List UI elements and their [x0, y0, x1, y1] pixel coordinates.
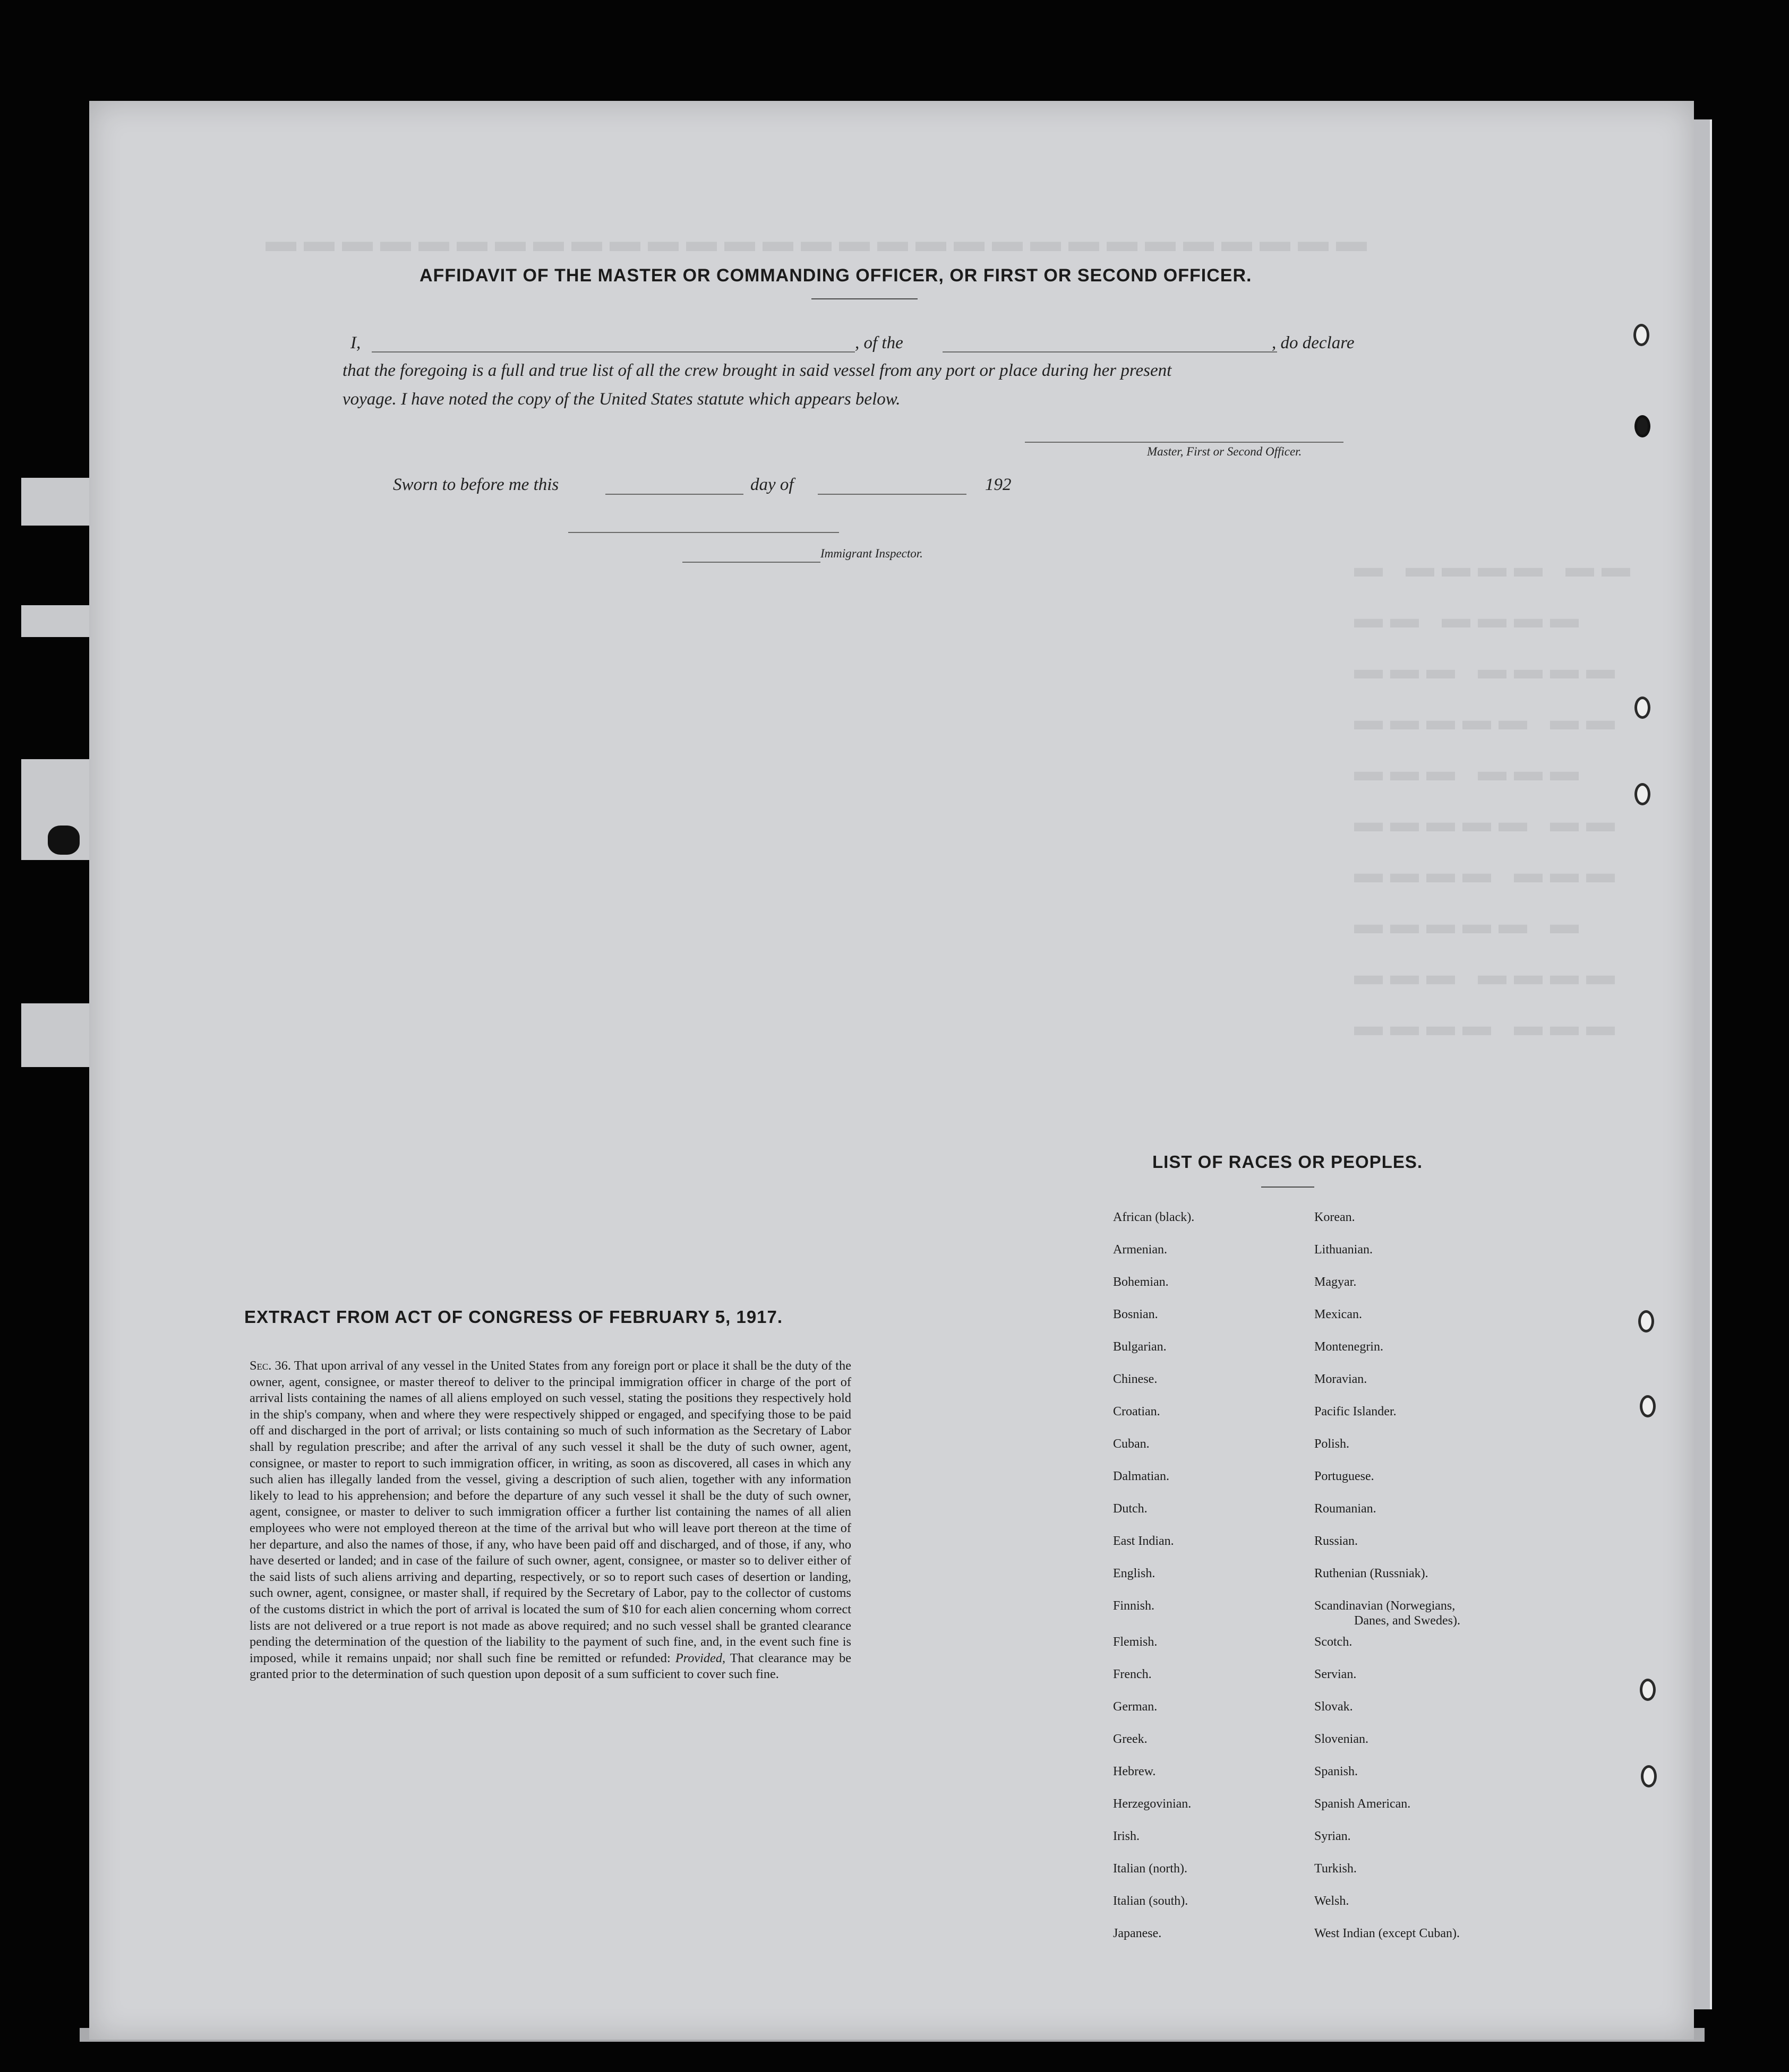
proviso-word: Provided, [675, 1650, 726, 1665]
affidavit-do-declare: , do declare [1272, 333, 1355, 353]
binder-hole [1634, 783, 1650, 805]
race-item: Syrian. [1314, 1829, 1351, 1843]
race-item: Bohemian. [1113, 1275, 1169, 1289]
race-item: Irish. [1113, 1829, 1140, 1843]
sworn-month-field[interactable] [818, 494, 966, 495]
bleed-through-handwriting: ▬ ▬▬▬▬ ▬▬ ▬▬ ▬▬▬▬ ▬▬▬ ▬▬▬▬ ▬▬▬▬▬ ▬▬ ▬▬▬ ▬▬▬ ▬▬▬▬▬ ▬▬ ▬▬▬▬ ▬▬▬ ▬▬▬▬▬ ▬ ▬▬▬ ▬▬▬▬ ▬▬▬▬ ▬▬▬ [1354, 551, 1638, 1042]
binder-hole [1638, 1310, 1654, 1332]
race-item: West Indian (except Cuban). [1314, 1927, 1460, 1940]
race-item: Ruthenian (Russniak). [1314, 1567, 1428, 1580]
affidavit-line-3: voyage. I have noted the copy of the United States statute which appears below. [343, 390, 901, 409]
statute-title: EXTRACT FROM ACT OF CONGRESS OF FEBRUARY 5, 1917. [244, 1307, 783, 1327]
races-title: LIST OF RACES OR PEOPLES. [1152, 1152, 1423, 1172]
inspector-signature-line [682, 562, 820, 563]
race-item: Italian (south). [1113, 1894, 1188, 1908]
race-item: Croatian. [1113, 1405, 1160, 1418]
race-item: Hebrew. [1113, 1765, 1156, 1778]
bleed-through-heading: ▬▬▬▬▬▬▬▬▬▬▬▬▬▬▬▬▬▬▬▬▬▬▬▬▬▬▬▬▬ [266, 223, 1374, 258]
race-item: Magyar. [1314, 1275, 1357, 1289]
race-item: Flemish. [1113, 1635, 1158, 1649]
title-underline [811, 298, 918, 299]
race-item: Servian. [1314, 1667, 1357, 1681]
races-title-underline [1261, 1187, 1314, 1188]
race-item: French. [1113, 1667, 1152, 1681]
race-item: Slovenian. [1314, 1732, 1368, 1746]
binding-tab [21, 478, 90, 526]
binder-hole [1634, 415, 1650, 437]
master-signature-field[interactable] [1025, 442, 1343, 443]
affidavit-i: I, [350, 333, 361, 353]
race-item: English. [1113, 1567, 1155, 1580]
sworn-day-field[interactable] [605, 494, 743, 495]
race-item: Scandinavian (Norwegians, [1314, 1599, 1456, 1613]
name-blank-field[interactable] [372, 351, 855, 353]
sworn-label: Sworn to before me this [393, 475, 559, 494]
race-item: Turkish. [1314, 1862, 1357, 1876]
race-item: Dutch. [1113, 1502, 1148, 1516]
race-item: Roumanian. [1314, 1502, 1376, 1516]
day-of-label: day of [750, 475, 794, 494]
race-item: Armenian. [1113, 1243, 1167, 1257]
race-item: Herzegovinian. [1113, 1797, 1192, 1811]
race-item: Chinese. [1113, 1372, 1158, 1386]
binder-hole [1640, 1395, 1656, 1417]
race-item: Bulgarian. [1113, 1340, 1167, 1354]
race-item-wrap: Danes, and Swedes). [1354, 1614, 1460, 1628]
race-item: Greek. [1113, 1732, 1148, 1746]
binder-hole [1640, 1679, 1656, 1701]
inspector-signature-field[interactable] [568, 532, 839, 533]
race-item: Polish. [1314, 1437, 1350, 1451]
race-item: Korean. [1314, 1210, 1355, 1224]
race-item: Spanish American. [1314, 1797, 1411, 1811]
race-item: Russian. [1314, 1534, 1358, 1548]
binding-tab [21, 605, 90, 637]
binding-smudge [48, 826, 80, 855]
binder-hole [1634, 697, 1650, 719]
affidavit-line-2: that the foregoing is a full and true list of all the crew brought in said vessel from any port or place during her present [343, 361, 1172, 380]
race-item: Spanish. [1314, 1765, 1358, 1778]
inspector-label: Immigrant Inspector. [820, 547, 923, 560]
race-item: African (black). [1113, 1210, 1195, 1224]
race-item: Dalmatian. [1113, 1469, 1169, 1483]
race-item: Lithuanian. [1314, 1243, 1373, 1257]
statute-body: That upon arrival of any vessel in the United States from any foreign port or place it shall be the duty of the owner, agent, consignee, or master thereof to deliver to the principal immigration officer in charge of the port of arrival lists containing the names of all aliens employed on such vessel, stating the positions they respectively hold in the ship's company, when and where they were respectively shipped or engaged, and specifying those to be paid off and discharged in the port of arrival; or lists containing so much of such information as the Secretary of Labor shall by regulation prescribe; and after the arrival of any such vessel it shall be the duty of such owner, agent, consignee, or master to report to such immigration officer, in writing, as soon as discovered, all cases in which any such alien has illegally landed from the vessel, giving a description of such alien, together with any information likely to lead to his apprehension; and before the departure of any such vessel it shall be the duty of such owner, agent, consignee, or master to deliver to such immigration officer a further list containing the names of all alien employees who were not employed thereon at the time of the arrival but who will leave port thereon at the time of her departure, and also the names of those, if any, who have been paid off and discharged, and of those, if any, who have deserted or landed; and in case of the failure of such owner, agent, consignee, or master so to deliver either of the said lists of such aliens arriving and departing, respectively, or so to report such cases of desertion or landing, such owner, agent, consignee, or master shall, if required by the Secretary of Labor, pay to the collector of customs of the customs district in which the port of arrival is located the sum of $10 for each alien concerning whom correct lists are not delivered or a true report is not made as above required; and no such vessel shall be granted clearance pending the determination of the question of the liability to the payment of such fine, and, in the event such fine is imposed, while it remains unpaid; nor shall such fine be remitted or refunded: [250, 1359, 851, 1665]
affidavit-of-the: , of the [855, 333, 903, 353]
binder-hole [1641, 1765, 1657, 1787]
race-item: Scotch. [1314, 1635, 1353, 1649]
race-item: Montenegrin. [1314, 1340, 1383, 1354]
section-number: Sec. 36. [250, 1359, 291, 1373]
race-item: Pacific Islander. [1314, 1405, 1397, 1418]
race-item: Cuban. [1113, 1437, 1150, 1451]
year-label: 192 [985, 475, 1012, 494]
race-item: Italian (north). [1113, 1862, 1187, 1876]
binder-hole [1633, 324, 1649, 346]
statute-text-block [222, 1358, 851, 1683]
race-item: East Indian. [1113, 1534, 1174, 1548]
affidavit-title: AFFIDAVIT OF THE MASTER OR COMMANDING OFFICER, OR FIRST OR SECOND OFFICER. [420, 265, 1252, 286]
race-item: Japanese. [1113, 1927, 1162, 1940]
race-item: Moravian. [1314, 1372, 1367, 1386]
race-item: German. [1113, 1700, 1158, 1714]
vessel-blank-field[interactable] [943, 351, 1277, 353]
binding-tab [21, 1003, 90, 1067]
race-item: Slovak. [1314, 1700, 1353, 1714]
race-item: Welsh. [1314, 1894, 1349, 1908]
master-signature-label: Master, First or Second Officer. [1147, 445, 1302, 458]
race-item: Mexican. [1314, 1308, 1362, 1321]
race-item: Bosnian. [1113, 1308, 1158, 1321]
race-item: Portuguese. [1314, 1469, 1374, 1483]
proviso-text: That clearance may be granted prior to the determination of such question upon deposit of a sum sufficient to cover such fine. [250, 1650, 852, 1682]
race-item: Finnish. [1113, 1599, 1155, 1613]
